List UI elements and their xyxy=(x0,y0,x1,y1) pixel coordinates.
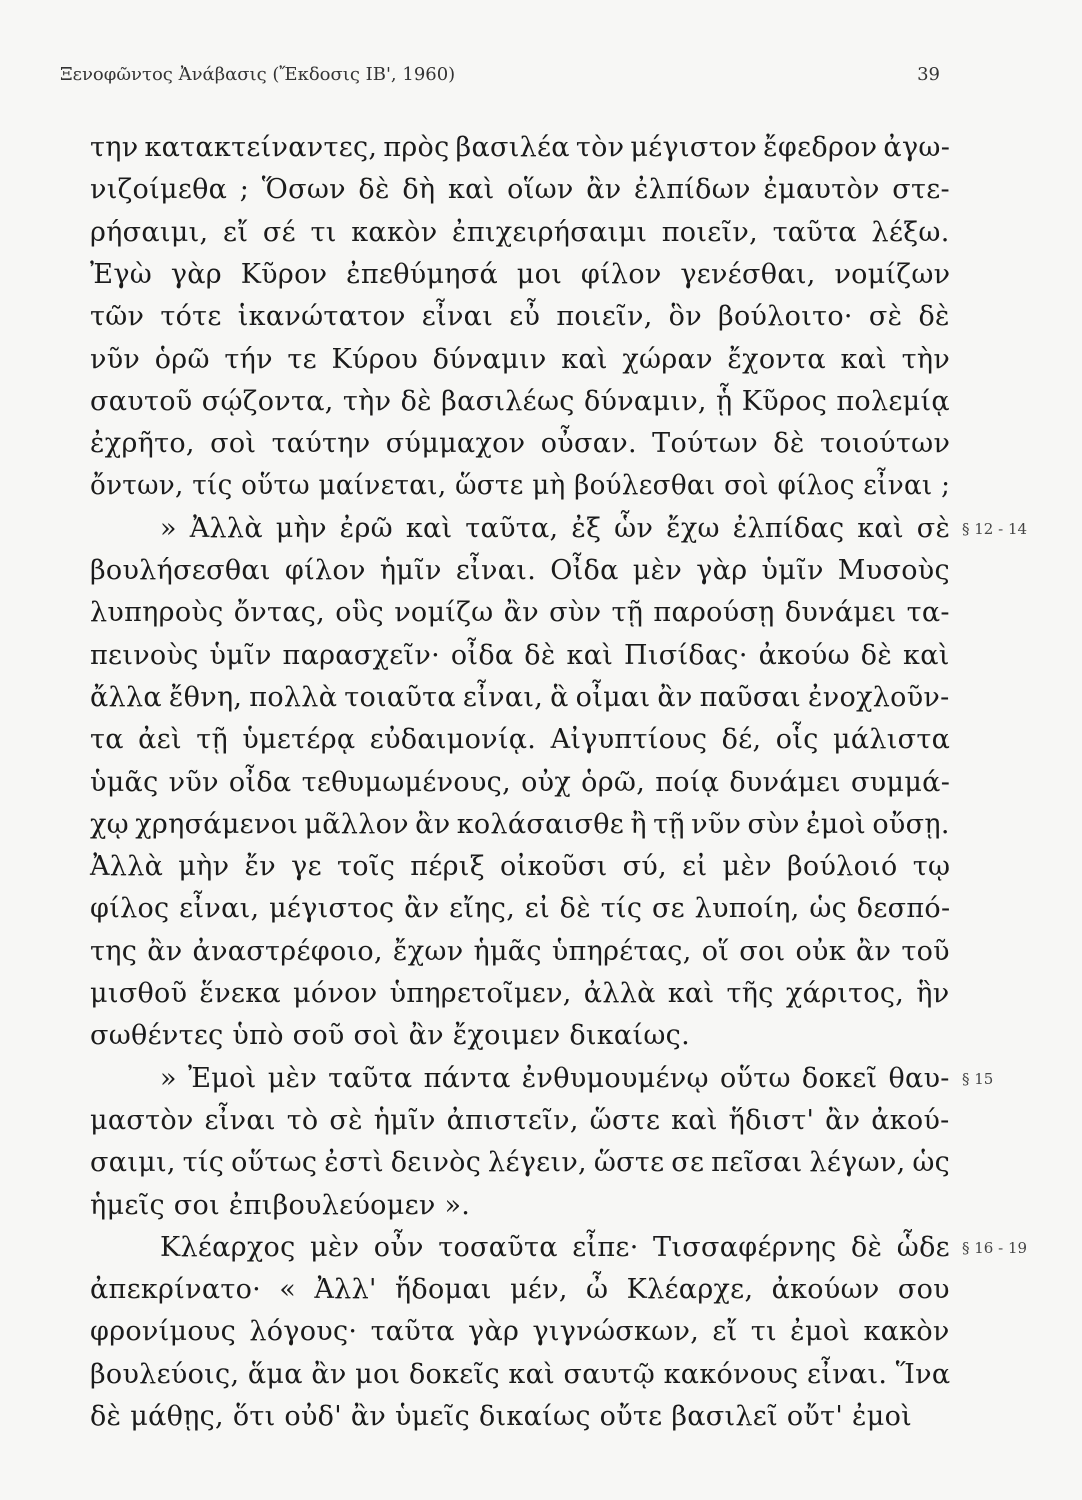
text-line: της ἂν ἀναστρέφοιο, ἔχων ἡμᾶς ὑπηρέτας, οἵ σοι οὐκ ἂν τοῦ xyxy=(90,935,950,967)
text-line: δὲ μάθῃς, ὅτι οὐδ' ἂν ὑμεῖς δικαίως οὔτε βασιλεῖ οὔτ' ἐμοὶ xyxy=(90,1401,913,1432)
text-line: Κλέαρχος μὲν οὖν τοσαῦτα εἶπε· Τισσαφέρνης δὲ ὧδε xyxy=(160,1231,950,1263)
section-marker: § 16 - 19 xyxy=(962,1238,1028,1257)
text-line: σωθέντες ὑπὸ σοῦ σοὶ ἂν ἔχοιμεν δικαίως. xyxy=(90,1020,690,1052)
text-line: » Ἐμοὶ μὲν ταῦτα πάντα ἐνθυμουμένῳ οὕτω δοκεῖ θαυ- xyxy=(160,1062,950,1094)
text-line: χῳ χρησάμενοι μᾶλλον ἂν κολάσαισθε ἢ τῇ νῦν σὺν ἐμοὶ οὔσῃ. xyxy=(90,808,950,840)
text-line: ἐχρῆτο, σοὶ ταύτην σύμμαχον οὖσαν. Τούτων δὲ τοιούτων xyxy=(90,428,951,460)
text-line: την κατακτείναντες, πρὸς βασιλέα τὸν μέγιστον ἔφεδρον ἀγω- xyxy=(90,132,951,163)
text-line: λυπηροὺς ὄντας, οὓς νομίζω ἂν σὺν τῇ παρούσῃ δυνάμει τα- xyxy=(90,597,950,629)
page-number: 39 xyxy=(917,64,940,85)
text-line: βουλεύοις, ἅμα ἂν μοι δοκεῖς καὶ σαυτῷ κακόνους εἶναι. Ἵνα xyxy=(90,1358,951,1390)
text-line: σαυτοῦ σῴζοντα, τὴν δὲ βασιλέως δύναμιν, ᾗ Κῦρος πολεμίᾳ xyxy=(90,385,950,417)
text-line: ἡμεῖς σοι ἐπιβουλεύομεν ». xyxy=(90,1189,471,1221)
text-line: φίλος εἶναι, μέγιστος ἂν εἴης, εἰ δὲ τίς σε λυποίη, ὡς δεσπό- xyxy=(90,893,951,925)
text-line: ἄλλα ἔθνη, πολλὰ τοιαῦτα εἶναι, ἃ οἶμαι ἂν παῦσαι ἐνοχλοῦν- xyxy=(90,681,950,713)
text-line: μαστὸν εἶναι τὸ σὲ ἡμῖν ἀπιστεῖν, ὥστε καὶ ἥδιστ' ἂν ἀκού- xyxy=(90,1104,950,1136)
text-line: ὑμᾶς νῦν οἶδα τεθυμωμένους, οὐχ ὁρῶ, ποίᾳ δυνάμει συμμά- xyxy=(90,766,951,798)
text-line: σαιμι, τίς οὕτως ἐστὶ δεινὸς λέγειν, ὥστε σε πεῖσαι λέγων, ὡς xyxy=(90,1147,951,1179)
text-line: βουλήσεσθαι φίλον ἡμῖν εἶναι. Οἶδα μὲν γὰρ ὑμῖν Μυσοὺς xyxy=(90,555,950,586)
header-title: Ξενοφῶντος Ἀνάβασις (Ἔκδοσις ΙΒ', 1960) xyxy=(60,64,456,85)
text-line: Ἀλλὰ μὴν ἔν γε τοῖς πέριξ οἰκοῦσι σύ, εἰ μὲν βούλοιό τῳ xyxy=(90,851,951,883)
text-line: νιζοίμεθα ; Ὅσων δὲ δὴ καὶ οἵων ἂν ἐλπίδων ἐμαυτὸν στε- xyxy=(90,174,950,206)
running-header xyxy=(60,64,940,94)
text-line: πεινοὺς ὑμῖν παρασχεῖν· οἶδα δὲ καὶ Πισίδας· ἀκούω δὲ καὶ xyxy=(90,639,950,671)
text-line: τα ἀεὶ τῇ ὑμετέρᾳ εὐδαιμονίᾳ. Αἰγυπτίους δέ, οἷς μάλιστα xyxy=(90,724,951,756)
text-line: Ἐγὼ γὰρ Κῦρον ἐπεθύμησά μοι φίλον γενέσθαι, νομίζων xyxy=(90,258,951,290)
text-line: ρήσαιμι, εἴ σέ τι κακὸν ἐπιχειρήσαιμι ποιεῖν, ταῦτα λέξω. xyxy=(90,216,950,248)
text-line: ἀπεκρίνατο· « Ἀλλ' ἥδομαι μέν, ὦ Κλέαρχε, ἀκούων σου xyxy=(90,1274,950,1306)
section-marker: § 12 - 14 xyxy=(962,519,1028,538)
text-line: μισθοῦ ἕνεκα μόνον ὑπηρετοῖμεν, ἀλλὰ καὶ τῆς χάριτος, ἣν xyxy=(90,978,950,1009)
text-line: » Ἀλλὰ μὴν ἐρῶ καὶ ταῦτα, ἐξ ὧν ἔχω ἐλπίδας καὶ σὲ xyxy=(160,512,951,544)
text-line: νῦν ὁρῶ τήν τε Κύρου δύναμιν καὶ χώραν ἔχοντα καὶ τὴν xyxy=(90,343,951,375)
text-line: φρονίμους λόγους· ταῦτα γὰρ γιγνώσκων, εἴ τι ἐμοὶ κακὸν xyxy=(90,1316,950,1348)
section-marker: § 15 xyxy=(962,1069,994,1088)
text-line: ὄντων, τίς οὕτω μαίνεται, ὥστε μὴ βούλεσθαι σοὶ φίλος εἶναι ; xyxy=(90,470,951,502)
text-line: τῶν τότε ἱκανώτατον εἶναι εὖ ποιεῖν, ὃν βούλοιτο· σὲ δὲ xyxy=(90,301,950,333)
